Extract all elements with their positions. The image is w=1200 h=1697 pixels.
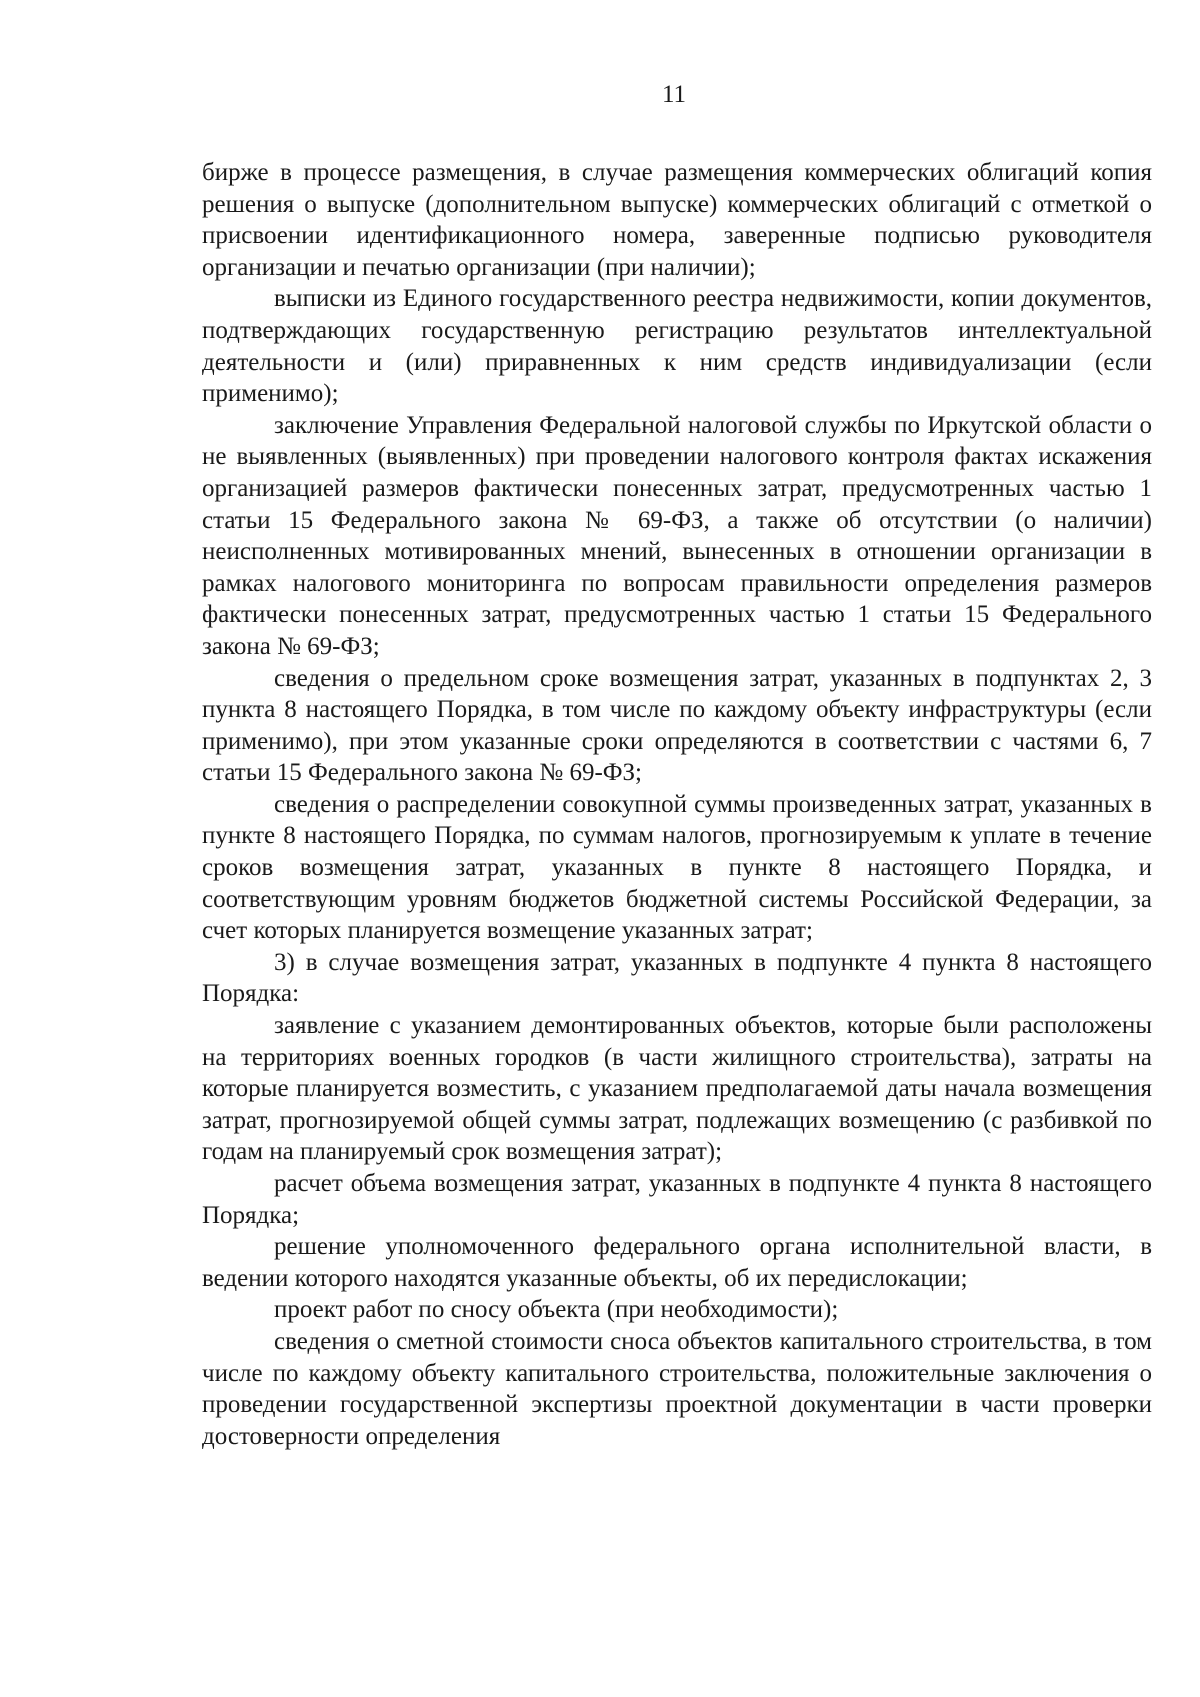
page-number: 11 xyxy=(661,81,687,108)
paragraph: сведения о распределении совокупной суммы произведенных затрат, указанных в пункте 8 настоящего Порядка, по суммам налогов, прогнозируемым к уплате в течение сроков возмещения затрат, указанных в пункте 8 настоящего Порядка, и соответствующим уровням бюджетов бюджетной системы Российской Федерации, за счет которых планируется возмещение указанных затрат; xyxy=(202,790,1152,945)
paragraph: выписки из Единого государственного реестра недвижимости, копии документов, подтверждающих государственную регистрацию результатов интеллектуальной деятельности и (или) приравненных к ним средств индивидуализации (если применимо); xyxy=(202,285,1152,408)
paragraph: решение уполномоченного федерального органа исполнительной власти, в ведении которого находятся указанные объекты, об их передислокации; xyxy=(202,1233,1152,1292)
paragraph: сведения о предельном сроке возмещения затрат, указанных в подпунктах 2, 3 пункта 8 настоящего Порядка, в том числе по каждому объекту инфраструктуры (если применимо), при этом указанные сроки определяются в соответствии с частями 6, 7 статьи 15 Федерального закона № 69-ФЗ; xyxy=(202,664,1152,787)
paragraph: бирже в процессе размещения, в случае размещения коммерческих облигаций копия решения о выпуске (дополнительном выпуске) коммерческих облигаций с отметкой о присвоении идентификационного номера, заверенные подписью руководителя организации и печатью организации (при наличии); xyxy=(202,159,1152,281)
paragraph: заявление с указанием демонтированных объектов, которые были расположены на территориях военных городков (в части жилищного строительства), затраты на которые планируется возместить, с указанием предполагаемой даты начала возмещения затрат, прогнозируемой общей суммы затрат, подлежащих возмещению (с разбивкой по годам на планируемый срок возмещения затрат); xyxy=(202,1012,1152,1166)
paragraph: расчет объема возмещения затрат, указанных в подпункте 4 пункта 8 настоящего Порядка; xyxy=(202,1170,1152,1229)
paragraph: 3) в случае возмещения затрат, указанных в подпункте 4 пункта 8 настоящего Порядка: xyxy=(202,948,1152,1008)
paragraph: заключение Управления Федеральной налоговой службы по Иркутской области о не выявленных (выявленных) при проведении налогового контроля фактах искажения организацией размеров фактически понесенных затрат, предусмотренных частью 1 статьи 15 Федерального закона № 69-ФЗ, а также об отсутствии (о наличии) неисполненных мотивированных мнений, вынесенных в отношении организации в рамках налогового мониторинга по вопросам правильности определения размеров фактически понесенных затрат, предусмотренных частью 1 статьи 15 Федерального закона № 69-ФЗ; xyxy=(202,411,1152,660)
paragraph: сведения о сметной стоимости сноса объектов капитального строительства, в том числе по каждому объекту капитального строительства, положительные заключения о проведении государственной экспертизы проектной документации в части проверки достоверности определения xyxy=(202,1327,1152,1450)
paragraph: проект работ по сносу объекта (при необходимости); xyxy=(274,1296,839,1324)
document-body xyxy=(202,157,1152,1452)
